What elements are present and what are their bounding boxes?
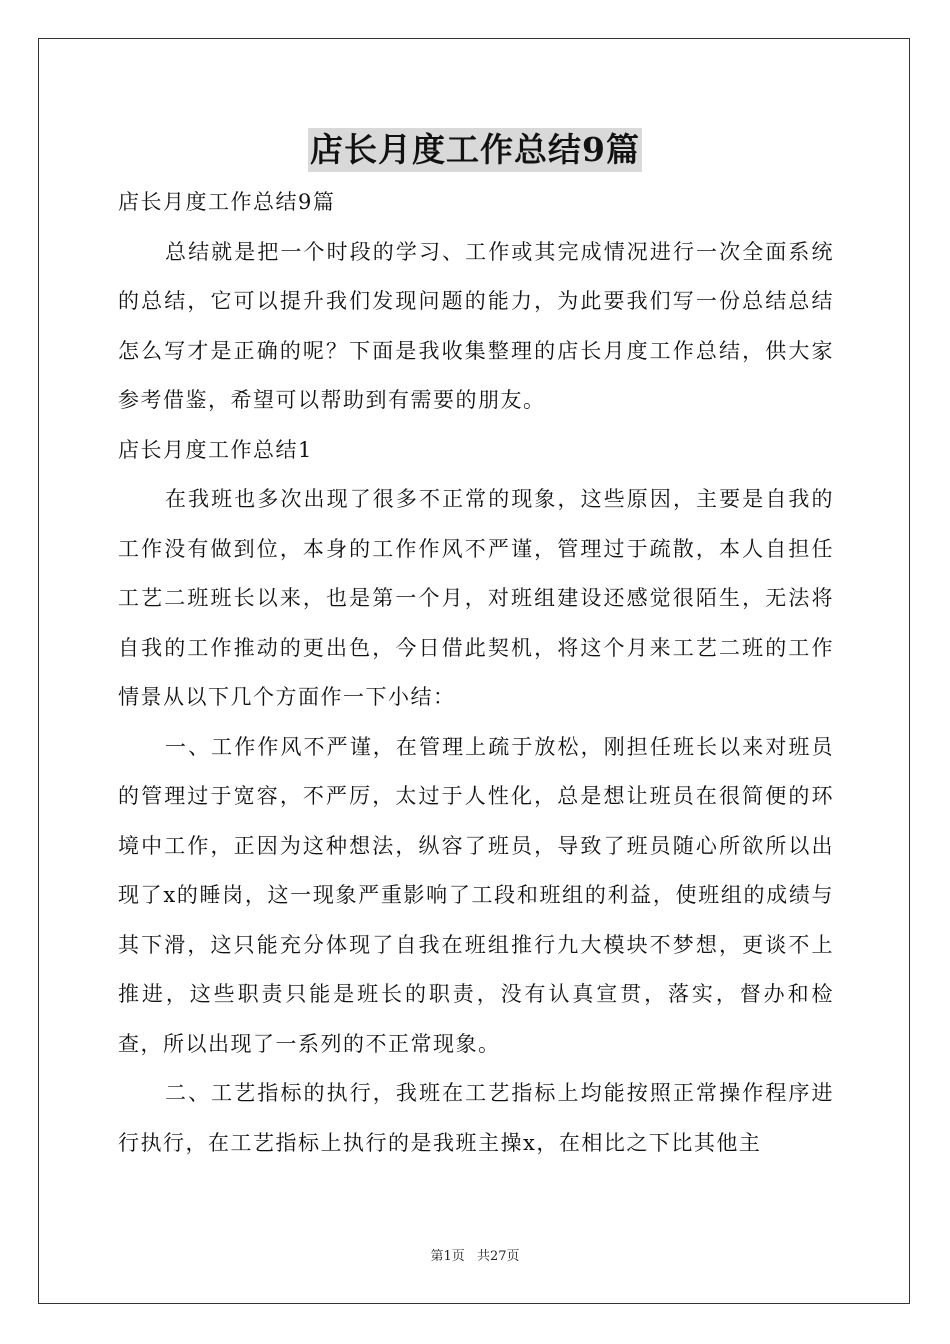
section-heading-1: 店长月度工作总结1: [118, 437, 313, 462]
body-paragraph-2: 一、工作作风不严谨，在管理上疏于放松，刚担任班长以来对班员的管理过于宽容，不严厉，太过于人性化，总是想让班员在很简便的环境中工作，正因为这种想法，纵容了班员，导致了班员随心所欲所以出现了x的睡岗，这一现象严重影响了工段和班组的利益，使班组的成绩与其下滑，这只能充分体现了自我在班组推行九大模块不梦想，更谈不上推进，这些职责只能是班长的职责，没有认真宣贯，落实，督办和检查，所以出现了一系列的不正常现象。: [118, 734, 834, 1056]
title-area: [0, 128, 950, 172]
page-total: 共27页: [476, 1249, 520, 1264]
body-paragraph-1: 在我班也多次出现了很多不正常的现象，这些原因，主要是自我的工作没有做到位，本身的工作作风不严谨，管理过于疏散，本人自担任工艺二班班长以来，也是第一个月，对班组建设还感觉很陌生，无法将自我的工作推动的更出色，今日借此契机，将这个月来工艺二班的工作情景从以下几个方面作一下小结：: [118, 487, 834, 709]
body-paragraph-3: 二、工艺指标的执行，我班在工艺指标上均能按照正常操作程序进行执行，在工艺指标上执行的是我班主操x，在相比之下比其他主: [118, 1081, 834, 1155]
document-body: [118, 178, 834, 1168]
document-title: 店长月度工作总结9篇: [308, 128, 642, 172]
page-number: 第1页: [430, 1249, 465, 1264]
intro-paragraph: 总结就是把一个时段的学习、工作或其完成情况进行一次全面系统的总结，它可以提升我们发现问题的能力，为此要我们写一份总结总结怎么写才是正确的呢？下面是我收集整理的店长月度工作总结，供大家参考借鉴，希望可以帮助到有需要的朋友。: [118, 239, 834, 412]
subtitle-line: 店长月度工作总结9篇: [118, 190, 336, 214]
page-footer: [0, 1248, 950, 1266]
